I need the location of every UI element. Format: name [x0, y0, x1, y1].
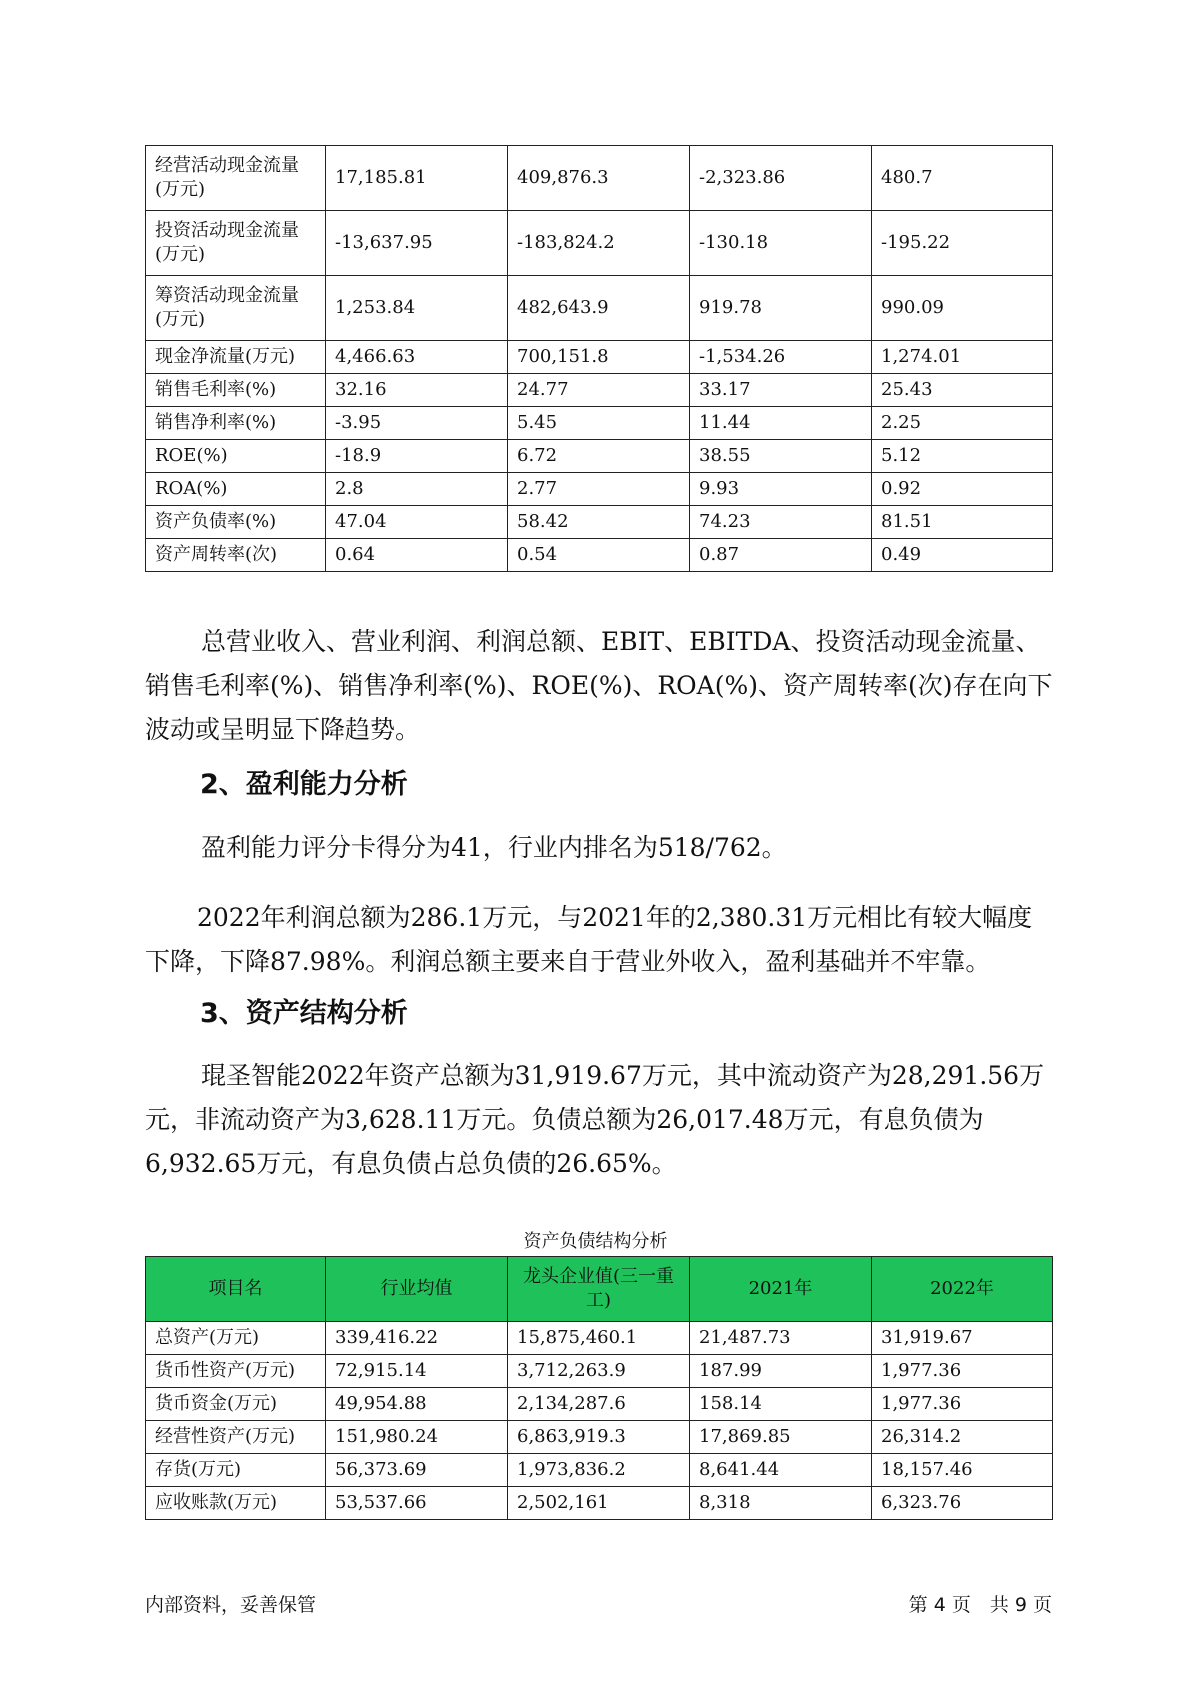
table-cell: 6.72: [508, 440, 690, 473]
table-row: [146, 1421, 1053, 1454]
table-row: [146, 1388, 1053, 1421]
table-cell: 990.09: [872, 276, 1053, 341]
table-cell: -3.95: [326, 407, 508, 440]
table-cell: 32.16: [326, 374, 508, 407]
table-cell: 24.77: [508, 374, 690, 407]
asset-structure-paragraph: 琨圣智能2022年资产总额为31,919.67万元，其中流动资产为28,291.56万元，非流动资产为3,628.11万元。负债总额为26,017.48万元，有息负债为6,932.65万元，有息负债占总负债的26.65%。: [145, 1061, 1045, 1178]
column-header: 2021年: [690, 1257, 872, 1322]
table-cell: 5.12: [872, 440, 1053, 473]
table-cell: 1,973,836.2: [508, 1454, 690, 1487]
row-label: 投资活动现金流量(万元): [146, 211, 326, 276]
table-cell: 5.45: [508, 407, 690, 440]
row-label: 筹资活动现金流量(万元): [146, 276, 326, 341]
table-cell: -2,323.86: [690, 146, 872, 211]
table-cell: 4,466.63: [326, 341, 508, 374]
trend-summary-paragraph: 总营业收入、营业利润、利润总额、EBIT、EBITDA、投资活动现金流量、销售毛利率(%)、销售净利率(%)、ROE(%)、ROA(%)、资产周转率(次)存在向下波动或呈明显下降趋势。: [145, 627, 1053, 744]
table-cell: -130.18: [690, 211, 872, 276]
table-cell: 49,954.88: [326, 1388, 508, 1421]
table-cell: 2,134,287.6: [508, 1388, 690, 1421]
table-row: [146, 276, 1053, 341]
column-header: 项目名: [146, 1257, 326, 1322]
row-label: 经营性资产(万元): [146, 1421, 326, 1454]
table-cell: 919.78: [690, 276, 872, 341]
table-cell: 2.77: [508, 473, 690, 506]
row-label: 销售净利率(%): [146, 407, 326, 440]
footer-confidentiality-note: 内部资料，妥善保管: [145, 1594, 317, 1616]
table-cell: 11.44: [690, 407, 872, 440]
table-cell: 26,314.2: [872, 1421, 1053, 1454]
table-row: [146, 1454, 1053, 1487]
table-row: [146, 440, 1053, 473]
table-cell: 58.42: [508, 506, 690, 539]
table-cell: 0.64: [326, 539, 508, 572]
table-row: [146, 211, 1053, 276]
table-row: [146, 539, 1053, 572]
table-cell: 18,157.46: [872, 1454, 1053, 1487]
table-cell: 53,537.66: [326, 1487, 508, 1520]
profitability-score-paragraph: 盈利能力评分卡得分为41，行业内排名为518/762。: [201, 833, 787, 862]
table-cell: 158.14: [690, 1388, 872, 1421]
section-heading-profitability: 2、盈利能力分析: [200, 769, 408, 800]
table-cell: 2.8: [326, 473, 508, 506]
row-label: 经营活动现金流量(万元): [146, 146, 326, 211]
table-cell: 38.55: [690, 440, 872, 473]
table-cell: 409,876.3: [508, 146, 690, 211]
section-heading-asset-structure: 3、资产结构分析: [200, 998, 408, 1029]
table-caption: 资产负债结构分析: [523, 1231, 668, 1252]
table-cell: 15,875,460.1: [508, 1322, 690, 1355]
table-cell: 8,641.44: [690, 1454, 872, 1487]
table-cell: 56,373.69: [326, 1454, 508, 1487]
table-cell: 47.04: [326, 506, 508, 539]
table-cell: 187.99: [690, 1355, 872, 1388]
table-cell: -13,637.95: [326, 211, 508, 276]
table-row: [146, 374, 1053, 407]
table-header-row: [146, 1257, 1053, 1322]
table-cell: 9.93: [690, 473, 872, 506]
table-cell: 74.23: [690, 506, 872, 539]
row-label: 资产周转率(次): [146, 539, 326, 572]
row-label: 应收账款(万元): [146, 1487, 326, 1520]
table-cell: 81.51: [872, 506, 1053, 539]
table-cell: 17,869.85: [690, 1421, 872, 1454]
row-label: ROA(%): [146, 473, 326, 506]
row-label: 货币资金(万元): [146, 1388, 326, 1421]
column-header: 龙头企业值(三一重工): [508, 1257, 690, 1322]
table-cell: 482,643.9: [508, 276, 690, 341]
table-cell: 25.43: [872, 374, 1053, 407]
table-cell: 151,980.24: [326, 1421, 508, 1454]
row-label: ROE(%): [146, 440, 326, 473]
table-cell: 0.87: [690, 539, 872, 572]
row-label: 货币性资产(万元): [146, 1355, 326, 1388]
footer-page-number: 第 4 页 共 9 页: [908, 1594, 1052, 1616]
table-cell: 1,274.01: [872, 341, 1053, 374]
balance-sheet-structure-table: [145, 1256, 1053, 1520]
table-cell: 21,487.73: [690, 1322, 872, 1355]
table-row: [146, 341, 1053, 374]
table-cell: 480.7: [872, 146, 1053, 211]
table-cell: -183,824.2: [508, 211, 690, 276]
table-row: [146, 473, 1053, 506]
table-cell: 6,323.76: [872, 1487, 1053, 1520]
table-cell: 17,185.81: [326, 146, 508, 211]
table-cell: 0.92: [872, 473, 1053, 506]
table-cell: -195.22: [872, 211, 1053, 276]
table-cell: 72,915.14: [326, 1355, 508, 1388]
table-row: [146, 1355, 1053, 1388]
financial-indicators-table: [145, 145, 1053, 572]
table-cell: -1,534.26: [690, 341, 872, 374]
table-cell: 8,318: [690, 1487, 872, 1520]
table-cell: 2,502,161: [508, 1487, 690, 1520]
table-row: [146, 1487, 1053, 1520]
table-cell: 0.49: [872, 539, 1053, 572]
row-label: 总资产(万元): [146, 1322, 326, 1355]
table-row: [146, 407, 1053, 440]
row-label: 销售毛利率(%): [146, 374, 326, 407]
table-cell: 0.54: [508, 539, 690, 572]
row-label: 存货(万元): [146, 1454, 326, 1487]
table-cell: 31,919.67: [872, 1322, 1053, 1355]
table-row: [146, 506, 1053, 539]
table-cell: 6,863,919.3: [508, 1421, 690, 1454]
profit-change-paragraph: 2022年利润总额为286.1万元，与2021年的2,380.31万元相比有较大幅度下降，下降87.98%。利润总额主要来自于营业外收入，盈利基础并不牢靠。: [145, 903, 1033, 976]
column-header: 2022年: [872, 1257, 1053, 1322]
table-cell: 1,977.36: [872, 1388, 1053, 1421]
column-header: 行业均值: [326, 1257, 508, 1322]
table-cell: 33.17: [690, 374, 872, 407]
table-cell: 339,416.22: [326, 1322, 508, 1355]
table-row: [146, 1322, 1053, 1355]
table-cell: 700,151.8: [508, 341, 690, 374]
table-cell: 3,712,263.9: [508, 1355, 690, 1388]
row-label: 现金净流量(万元): [146, 341, 326, 374]
table-cell: 2.25: [872, 407, 1053, 440]
table-cell: -18.9: [326, 440, 508, 473]
table-row: [146, 146, 1053, 211]
table-cell: 1,977.36: [872, 1355, 1053, 1388]
row-label: 资产负债率(%): [146, 506, 326, 539]
table-cell: 1,253.84: [326, 276, 508, 341]
